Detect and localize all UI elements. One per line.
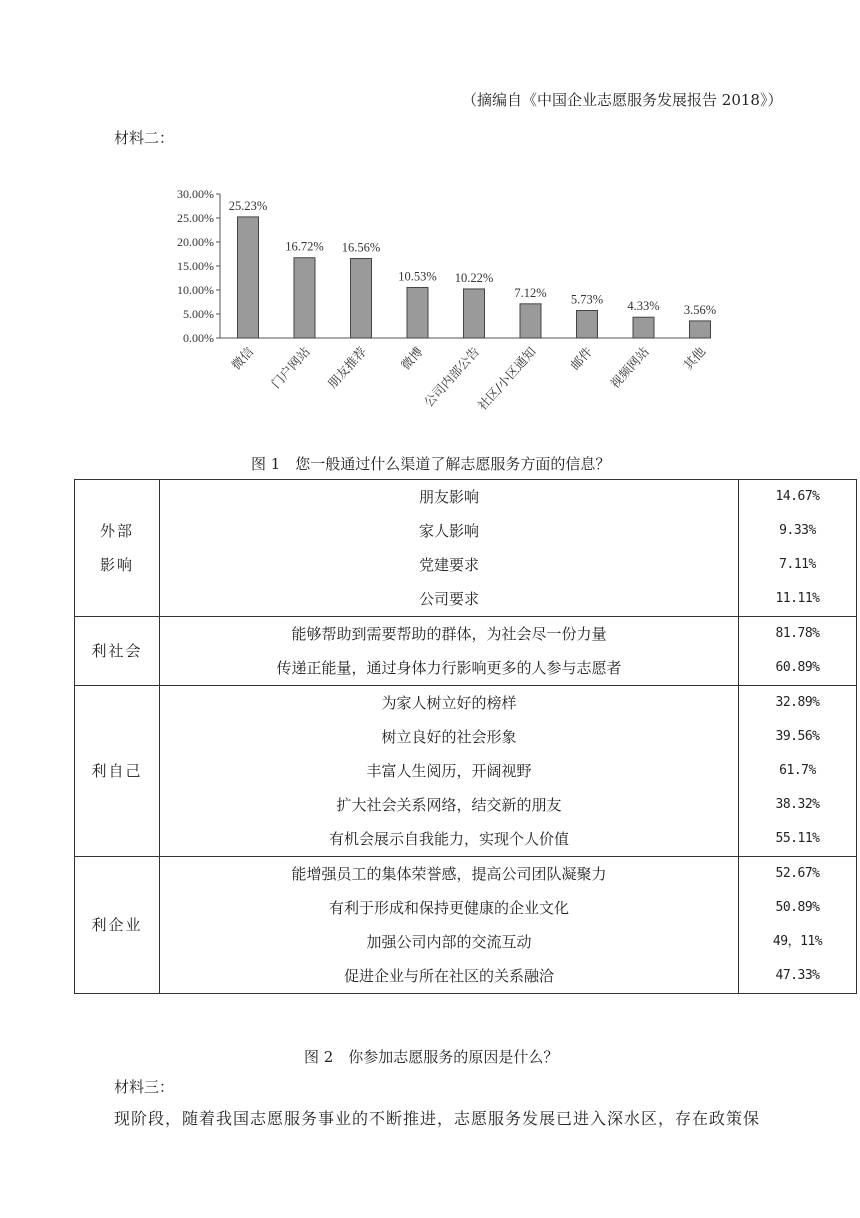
x-tick-label: 视频网站 bbox=[607, 343, 652, 392]
category-label: 利自己 bbox=[91, 762, 143, 780]
x-tick-label: 社区/小区通知 bbox=[474, 343, 539, 413]
figure2-caption: 图 2 你参加志愿服务的原因是什么？ bbox=[304, 1048, 559, 1066]
x-tick-label: 微信 bbox=[228, 343, 257, 373]
percent-value: 47.33% bbox=[775, 968, 820, 983]
x-tick-label: 朋友推荐 bbox=[324, 343, 370, 392]
reason-text: 家人影响 bbox=[418, 522, 479, 540]
reason-text: 为家人树立好的榜样 bbox=[381, 694, 517, 712]
reason-text: 丰富人生阅历，开阔视野 bbox=[366, 762, 532, 780]
table-group-row bbox=[75, 686, 857, 857]
channel-bar-chart bbox=[150, 178, 717, 440]
reason-text: 朋友影响 bbox=[418, 488, 479, 506]
percent-value: 11.11% bbox=[775, 591, 820, 606]
bar-value-label: 10.53% bbox=[398, 269, 437, 284]
category-label: 利企业 bbox=[91, 916, 143, 934]
y-tick-label: 25.00% bbox=[177, 211, 214, 225]
percent-value: 52.67% bbox=[775, 866, 820, 881]
y-tick-label: 5.00% bbox=[183, 307, 214, 321]
reason-cell bbox=[160, 686, 739, 857]
category-cell bbox=[75, 857, 160, 994]
category-cell bbox=[75, 480, 160, 617]
x-tick-label: 公司内部公告 bbox=[420, 343, 483, 410]
percent-cell bbox=[739, 480, 857, 617]
reason-text: 公司要求 bbox=[418, 590, 479, 608]
percent-value: 32.89% bbox=[775, 695, 820, 710]
bar bbox=[633, 317, 654, 338]
bar bbox=[464, 289, 485, 338]
x-tick-label: 邮件 bbox=[567, 343, 596, 373]
bar-value-label: 16.56% bbox=[341, 240, 381, 255]
bar bbox=[351, 259, 372, 338]
bar bbox=[520, 304, 541, 338]
reason-text: 有利于形成和保持更健康的企业文化 bbox=[328, 899, 569, 917]
category-label: 影响 bbox=[99, 556, 134, 574]
figure1-caption: 图 1 您一般通过什么渠道了解志愿服务方面的信息？ bbox=[251, 455, 611, 473]
reason-text: 党建要求 bbox=[418, 556, 479, 574]
percent-value: 50.89% bbox=[775, 900, 820, 915]
category-cell bbox=[75, 617, 160, 686]
percent-value: 55.11% bbox=[775, 831, 820, 846]
bar bbox=[294, 258, 315, 338]
percent-value: 49，11% bbox=[772, 934, 823, 949]
y-tick-label: 30.00% bbox=[177, 187, 214, 201]
x-tick-label: 其他 bbox=[680, 343, 709, 373]
reasons-table bbox=[74, 479, 857, 994]
material-two-label: 材料二： bbox=[114, 129, 175, 147]
reason-text: 树立良好的社会形象 bbox=[381, 728, 517, 746]
reason-text: 能增强员工的集体荣誉感，提高公司团队凝聚力 bbox=[291, 865, 607, 883]
y-tick-label: 0.00% bbox=[183, 331, 214, 345]
reason-text: 传递正能量，通过身体力行影响更多的人参与志愿者 bbox=[276, 659, 622, 677]
body-paragraph: 现阶段，随着我国志愿服务事业的不断推进，志愿服务发展已进入深水区，存在政策保 bbox=[114, 1109, 761, 1128]
source-citation: （摘编自《中国企业志愿服务发展报告 2018》） bbox=[462, 91, 783, 109]
bar bbox=[238, 217, 259, 338]
bar-value-label: 5.73% bbox=[570, 292, 604, 307]
bar-value-label: 25.23% bbox=[228, 198, 268, 213]
material-three-label: 材料三： bbox=[114, 1078, 175, 1096]
reason-cell bbox=[160, 617, 739, 686]
bar-value-label: 4.33% bbox=[627, 299, 660, 314]
bar bbox=[577, 310, 598, 338]
category-cell bbox=[75, 686, 160, 857]
percent-cell bbox=[739, 686, 857, 857]
bar-value-label: 10.22% bbox=[454, 270, 494, 285]
percent-value: 9.33% bbox=[779, 523, 816, 538]
y-tick-label: 20.00% bbox=[177, 235, 214, 249]
bar bbox=[407, 287, 428, 338]
percent-value: 38.32% bbox=[775, 797, 820, 812]
x-tick-label: 微博 bbox=[397, 343, 426, 373]
bar-value-label: 7.12% bbox=[514, 285, 547, 300]
percent-value: 7.11% bbox=[779, 557, 816, 572]
table-group-row bbox=[75, 617, 857, 686]
x-tick-label: 门户网站 bbox=[268, 343, 313, 392]
reason-text: 促进企业与所在社区的关系融洽 bbox=[343, 967, 554, 985]
category-label: 外部 bbox=[99, 522, 134, 540]
percent-value: 39.56% bbox=[775, 729, 820, 744]
bar-value-label: 16.72% bbox=[285, 239, 324, 254]
reason-cell bbox=[160, 857, 739, 994]
reason-text: 扩大社会关系网络，结交新的朋友 bbox=[336, 796, 562, 814]
percent-cell bbox=[739, 857, 857, 994]
table-group-row bbox=[75, 480, 857, 617]
percent-cell bbox=[739, 617, 857, 686]
y-tick-label: 15.00% bbox=[177, 259, 214, 273]
reason-cell bbox=[160, 480, 739, 617]
percent-value: 60.89% bbox=[775, 660, 820, 675]
percent-value: 61.7% bbox=[779, 763, 816, 778]
table-group-row bbox=[75, 857, 857, 994]
bar bbox=[690, 321, 711, 338]
percent-value: 14.67% bbox=[775, 489, 820, 504]
reason-text: 能够帮助到需要帮助的群体，为社会尽一份力量 bbox=[291, 625, 607, 643]
bar-value-label: 3.56% bbox=[683, 302, 717, 317]
reason-text: 加强公司内部的交流互动 bbox=[366, 933, 532, 951]
y-tick-label: 10.00% bbox=[177, 283, 214, 297]
percent-value: 81.78% bbox=[775, 626, 820, 641]
category-label: 利社会 bbox=[91, 642, 143, 660]
reason-text: 有机会展示自我能力，实现个人价值 bbox=[328, 830, 569, 848]
